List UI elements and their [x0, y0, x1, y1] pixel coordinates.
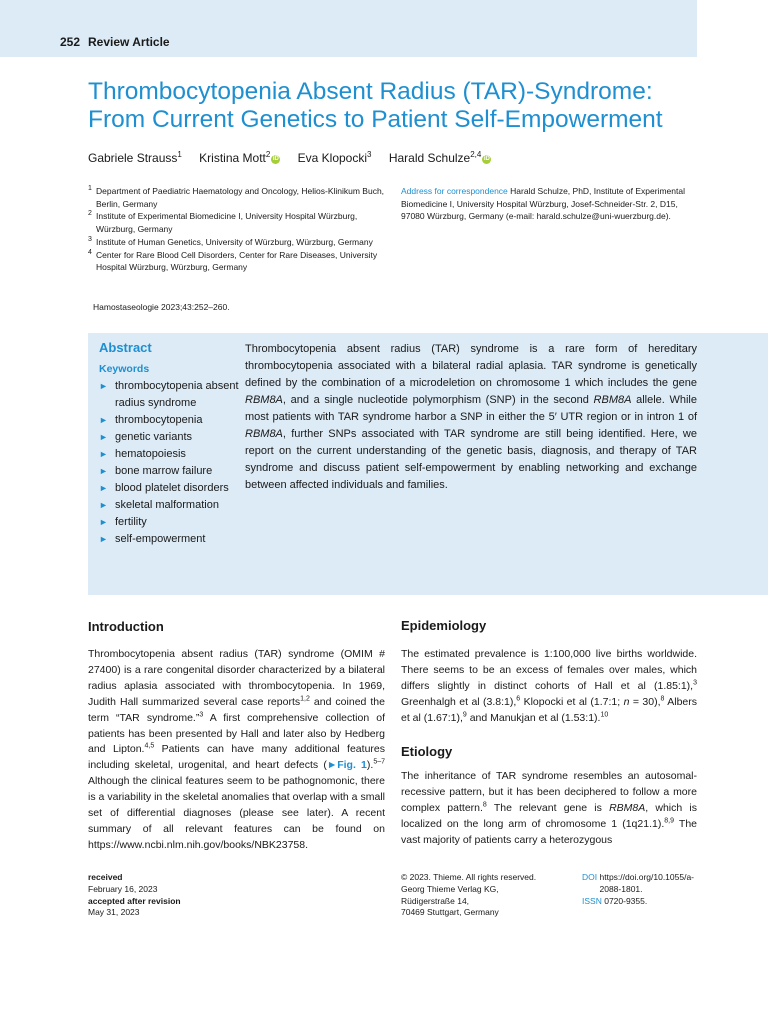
- bullet-arrow-icon: ►: [99, 449, 108, 459]
- correspondence: [401, 185, 691, 223]
- issn-value: 0720-9355.: [604, 895, 648, 906]
- affiliation: 1 Department of Paediatric Haematology and Oncology, Helios-Klinikum Buch, Berlin, Germany: [88, 185, 385, 209]
- received-date: February 16, 2023: [88, 883, 158, 894]
- etiology-paragraph: The inheritance of TAR syndrome resembles an autosomal-recessive pattern, but it has been deciphered to follow a more complex pattern.$^8$ The relevant gene is RBM8A, which is localized on the long arm of chromosome 1 (1q21.1).$^{8,9}$ The vast majority of patients carry a heterozygous: [401, 770, 698, 846]
- affiliation: 4 Center for Rare Blood Cell Disorders, Center for Rare Diseases, University Hospital Würzburg, Würzburg, Germany: [88, 248, 378, 273]
- author[interactable]: Eva Klopocki$^3$: [297, 150, 372, 165]
- journal-reference: Hamostaseologie 2023;43:252–260.: [93, 302, 230, 312]
- received-dates: [88, 872, 181, 919]
- doi-issn: [582, 872, 710, 907]
- introduction-paragraph: Thrombocytopenia absent radius (TAR) syndrome (OMIM # 27400) is a rare congenital disorder characterized by a bilateral radius aplasia associated with thrombocytopenia. In 1969, Judith Hall summarized several case reports$^{1,2}$ and coined the term “TAR syndrome.”$^3$ A first comprehensive collection of patients has been presented by Hall and later also by Hedberg and Lipton.$^{4,5}$ Patients can have many additional features including skeletal, urogenital, and heart defects (►Fig. 1).$^{5-7}$ Although the clinical features seem to be pathognomonic, there is a variability in the skeletal anomalies that overlap with a small set of differential diagnoses (please see later). A recent summary of all relevant features can be found on https://www.ncbi.nlm.nih.gov/books/NBK23758.: [88, 648, 386, 851]
- keyword-item[interactable]: ► genetic variants: [99, 429, 239, 446]
- page-number: 252: [60, 35, 81, 49]
- keywords-heading: Keywords: [99, 363, 150, 375]
- doi-link[interactable]: https://doi.org/10.1055/a-2088-1801.: [599, 872, 695, 894]
- affiliation: 2 Institute of Experimental Biomedicine I, University Hospital Würzburg, Würzburg, Germany: [88, 210, 358, 235]
- bullet-arrow-icon: ►: [99, 534, 108, 544]
- keyword-item[interactable]: ► self-empowerment: [99, 531, 239, 548]
- affiliation: 3 Institute of Human Genetics, University of Würzburg, Würzburg, Germany: [88, 235, 373, 247]
- section-heading-introduction: Introduction: [88, 619, 164, 634]
- bullet-arrow-icon: ►: [99, 466, 108, 476]
- bullet-arrow-icon: ►: [99, 432, 108, 442]
- bullet-arrow-icon: ►: [99, 381, 108, 391]
- bullet-arrow-icon: ►: [99, 483, 108, 493]
- bullet-arrow-icon: ►: [99, 415, 108, 425]
- keywords-list: [99, 378, 239, 548]
- section-heading-etiology: Etiology: [401, 744, 453, 759]
- keyword-item[interactable]: ► blood platelet disorders: [99, 480, 239, 497]
- received-label: received: [88, 872, 123, 882]
- article-title: [88, 78, 708, 134]
- correspondence-label: Address for correspondence: [401, 186, 508, 196]
- keyword-item[interactable]: ► skeletal malformation: [99, 497, 239, 514]
- copyright: © 2023. Thieme. All rights reserved. Georg Thieme Verlag KG, Rüdigerstraße 14, 70469 Stuttgart, Germany: [401, 872, 537, 918]
- author[interactable]: Gabriele Strauss$^1$: [88, 150, 182, 165]
- bullet-arrow-icon: ►: [99, 500, 108, 510]
- orcid-icon[interactable]: iD: [483, 156, 490, 162]
- accepted-label: accepted after revision: [88, 895, 181, 906]
- epidemiology-paragraph: The estimated prevalence is 1:100,000 live births worldwide. There seems to be an excess of females over males, which differs slightly in distinct cohorts of Hall et al (1.85:1),$^3$ Greenhalgh et al (3.8:1),$^6$ Klopocki et al (1.7:1; n = 30),$^8$ Albers et al (1.67:1),$^9$ and Manukjan et al (1.53:1).$^{10}$: [401, 648, 697, 724]
- keyword-item[interactable]: ► fertility: [99, 514, 239, 531]
- keyword-item[interactable]: ► bone marrow failure: [99, 463, 239, 480]
- title-line-2: From Current Genetics to Patient Self-Empowerment: [88, 106, 663, 133]
- keyword-item[interactable]: ► thrombocytopenia absent radius syndrome: [99, 380, 239, 409]
- correspondence-text: Harald Schulze, PhD, Institute of Experimental Biomedicine I, University Hospital Würzburg, Josef-Schneider-Str. 2, D15, 97080 Würzburg, Germany (e-mail: harald.schulze@uni-wuerzburg.de).: [401, 186, 685, 222]
- section-label: Review Article: [88, 35, 170, 49]
- issn-label: ISSN: [582, 895, 602, 906]
- author-list: [88, 150, 505, 165]
- title-line-1: Thrombocytopenia Absent Radius (TAR)-Syndrome:: [88, 78, 653, 105]
- abstract-text: Thrombocytopenia absent radius (TAR) syndrome is a rare form of hereditary thrombocytopenia associated with a bilateral radial aplasia. TAR syndrome is genetically defined by the combination of a microdeletion on chromosome 1 which includes the gene RBM8A, and a single nucleotide polymorphism (SNP) in the second RBM8A allele. While most patients with TAR syndrome harbor a SNP in either the 5′ UTR region or in intron 1 of RBM8A, further SNPs associated with TAR syndrome are still being identified. Here, we report on the current understanding of the genetic basis, diagnosis, and therapy of TAR syndrome and discuss patient self-empowerment by enabling networking and exchange between affected individuals and families.: [245, 343, 697, 491]
- bullet-arrow-icon: ►: [99, 517, 108, 527]
- abstract-heading: Abstract: [99, 340, 152, 355]
- doi-label: DOI: [582, 872, 598, 882]
- keyword-item[interactable]: ► thrombocytopenia: [99, 412, 239, 429]
- orcid-icon[interactable]: iD: [272, 156, 279, 162]
- section-heading-epidemiology: Epidemiology: [401, 618, 487, 633]
- keyword-item[interactable]: ► hematopoiesis: [99, 446, 239, 463]
- affiliations: [88, 185, 388, 274]
- accepted-date: May 31, 2023: [88, 907, 140, 918]
- author[interactable]: Harald Schulze$^{2,4}$ iD: [388, 150, 490, 165]
- figure-link[interactable]: ►Fig. 1: [326, 759, 367, 772]
- author[interactable]: Kristina Mott$^2$ iD: [199, 150, 279, 165]
